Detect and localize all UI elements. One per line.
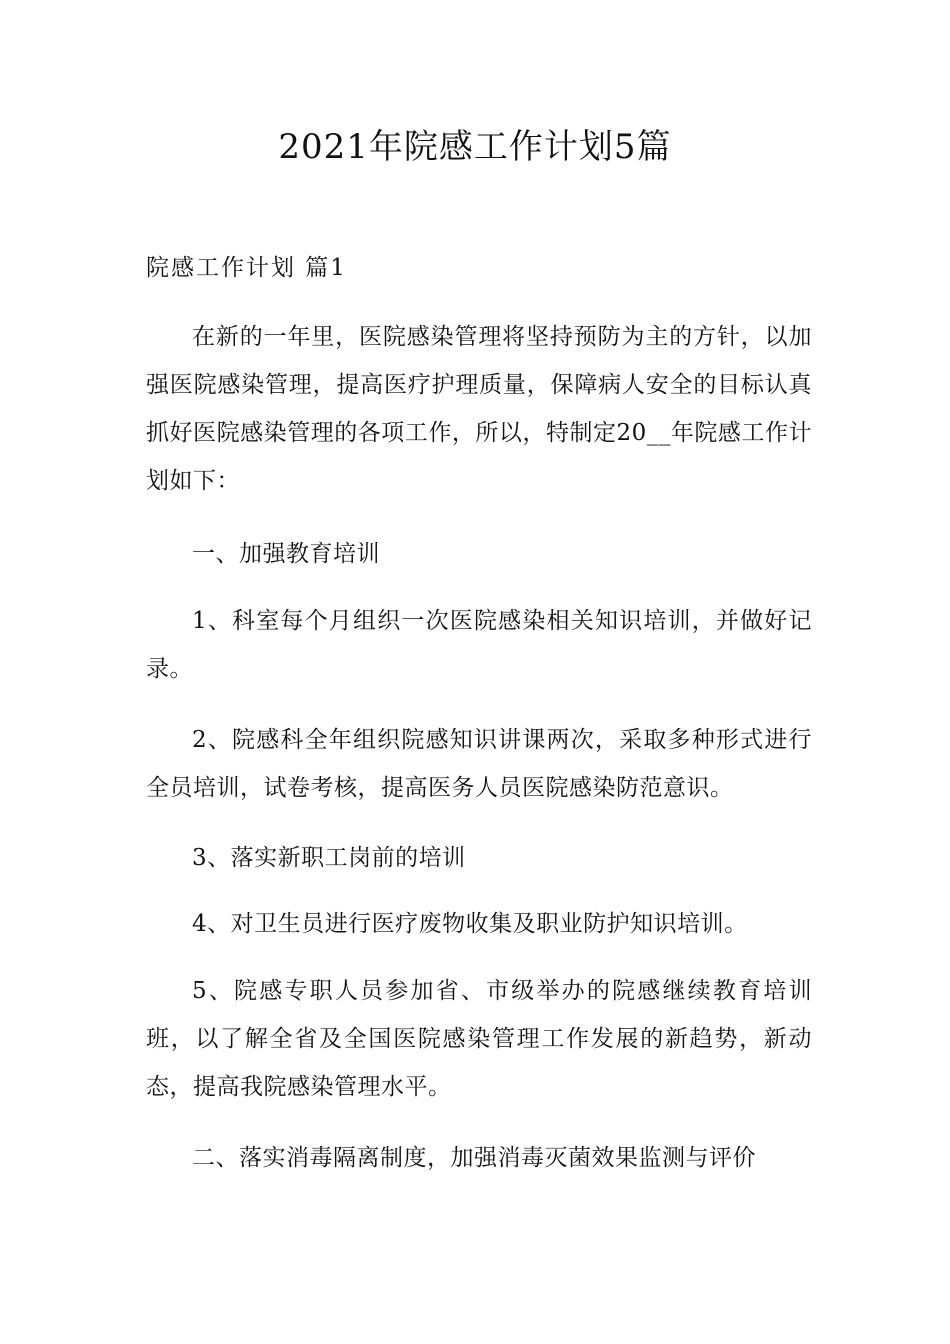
list-item-4: 4、对卫生员进行医疗废物收集及职业防护知识培训。 — [192, 911, 748, 937]
list-item-1: 1、科室每个月组织一次医院感染相关知识培训，并做好记录。 — [146, 608, 812, 682]
heading-disinfection-isolation: 二、落实消毒隔离制度，加强消毒灭菌效果监测与评价 — [192, 1145, 756, 1171]
list-item-3: 3、落实新职工岗前的培训 — [192, 845, 466, 871]
document-title: 2021年院感工作计划5篇 — [278, 127, 672, 167]
list-item-2: 2、院感科全年组织院感知识讲课两次，采取多种形式进行全员培训，试卷考核，提高医务人员医院感染防范意识。 — [146, 727, 812, 801]
section-heading: 院感工作计划 篇1 — [146, 255, 347, 281]
list-item-5: 5、院感专职人员参加省、市级举办的院感继续教育培训班，以了解全省及全国医院感染管理工作发展的新趋势，新动态，提高我院感染管理水平。 — [146, 978, 812, 1100]
heading-education-training: 一、加强教育培训 — [192, 541, 380, 567]
intro-paragraph: 在新的一年里，医院感染管理将坚持预防为主的方针，以加强医院感染管理，提高医疗护理质量，保障病人安全的目标认真抓好医院感染管理的各项工作，所以，特制定20__年院感工作计划如下： — [146, 324, 812, 494]
